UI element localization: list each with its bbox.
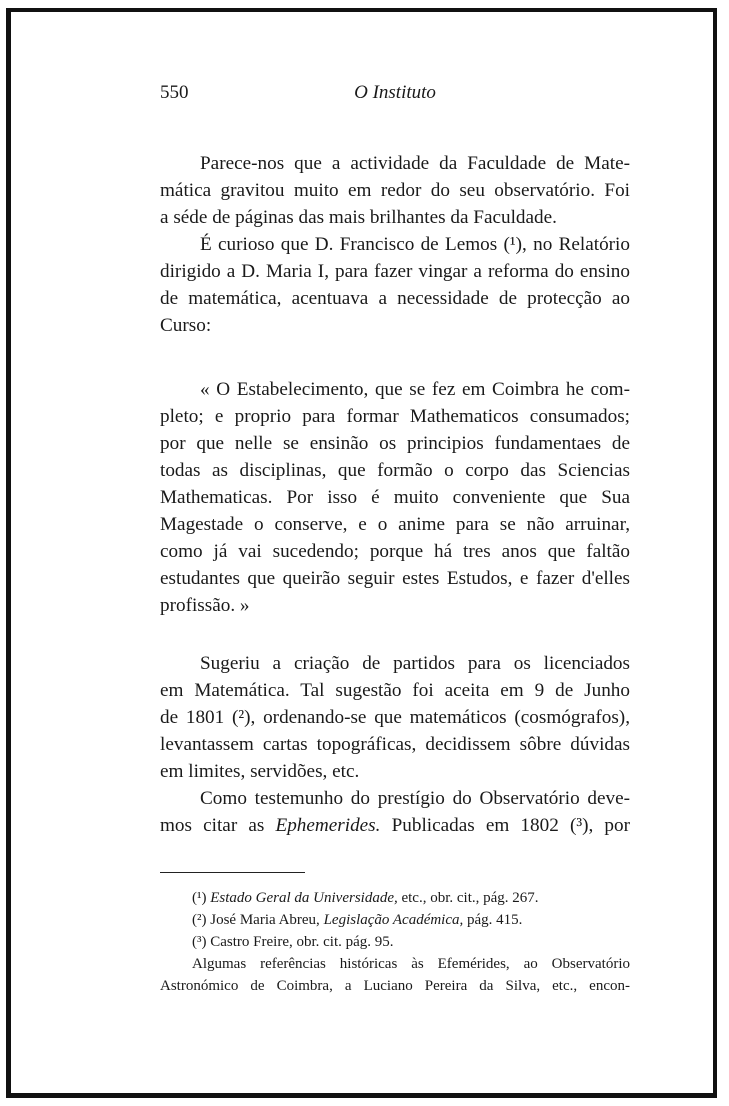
quote-line: por que nelle se ensinão os principios fundamentaes de [160, 433, 630, 454]
footnote-mark: (¹) [192, 890, 211, 906]
text-fragment: mos citar as [160, 815, 276, 836]
text-line: Curso: [160, 315, 212, 336]
footnotes [160, 887, 630, 997]
text-line [160, 812, 630, 839]
text-fragment: Publicadas em 1802 (³), por [380, 815, 630, 836]
footnote-text: José Maria Abreu, [210, 912, 324, 928]
page-number: 550 [160, 82, 189, 103]
quote-line: Mathematicas. Por isso é muito conveniente que Sua [160, 487, 630, 508]
text-line: Parece-nos que a actividade da Faculdade de Mate- [200, 153, 630, 174]
running-head: O Instituto [354, 82, 436, 103]
text-line: levantassem cartas topográficas, decidissem sôbre dúvidas [160, 734, 630, 755]
footnote-4-line: Algumas referências históricas às Efemérides, ao Observatório [192, 956, 630, 972]
footnote-title: Legislação Académica, [323, 912, 464, 928]
text-line: de matemática, acentuava a necessidade de protecção ao [160, 288, 630, 309]
footnote-2 [160, 909, 630, 931]
footnote-1 [160, 887, 630, 909]
quote-line: todas as disciplinas, que formão o corpo das Sciencias [160, 460, 630, 481]
quote-line: como já vai sucedendo; porque há tres anos que faltão [160, 541, 630, 562]
quote-line: profissão. » [160, 595, 250, 616]
text-line: a séde de páginas das mais brilhantes da Faculdade. [160, 207, 557, 228]
text-line: mática gravitou muito em redor do seu observatório. Foi [160, 180, 630, 201]
footnote-text: etc., obr. cit., pág. 267. [397, 890, 539, 906]
footnote-mark: (²) [192, 912, 211, 928]
book-page [160, 82, 630, 997]
quote-line: pleto; e proprio para formar Mathematicos consumados; [160, 406, 630, 427]
footnote-4-line: Astronómico de Coimbra, a Luciano Pereira da Silva, etc., encon- [160, 978, 630, 994]
text-line: É curioso que D. Francisco de Lemos (¹), no Relatório [200, 234, 630, 255]
footnote-title: Estado Geral da Universidade, [210, 890, 398, 906]
footnote-3 [160, 931, 630, 953]
footnote-text: pág. 415. [463, 912, 523, 928]
quote-line: « O Estabelecimento, que se fez em Coimbra he com- [200, 379, 630, 400]
text-line: Como testemunho do prestígio do Observatório deve- [200, 788, 630, 809]
body-text [160, 150, 630, 839]
paragraph-4 [160, 785, 630, 839]
footnote-rule [160, 872, 305, 873]
text-line: em Matemática. Tal sugestão foi aceita em 9 de Junho [160, 680, 630, 701]
text-line: Sugeriu a criação de partidos para os licenciados [200, 653, 630, 674]
text-line: dirigido a D. Maria I, para fazer vingar a reforma do ensino [160, 261, 630, 282]
quote-line: Magestade o conserve, e o anime para se não arruinar, [160, 514, 630, 535]
page-header [160, 82, 630, 112]
italic-title: Ephemerides. [275, 815, 381, 836]
text-line: em limites, servidões, etc. [160, 761, 360, 782]
quotation [160, 376, 630, 619]
text-line: de 1801 (²), ordenando-se que matemáticos (cosmógrafos), [160, 707, 630, 728]
quote-line: estudantes que queirão seguir estes Estudos, e fazer d'elles [160, 568, 630, 589]
footnote-mark: (³) [192, 934, 211, 950]
paragraph-2 [160, 231, 630, 339]
paragraph-3 [160, 650, 630, 785]
footnote-text: Castro Freire, obr. cit. pág. 95. [210, 934, 394, 950]
paragraph-1 [160, 150, 630, 231]
